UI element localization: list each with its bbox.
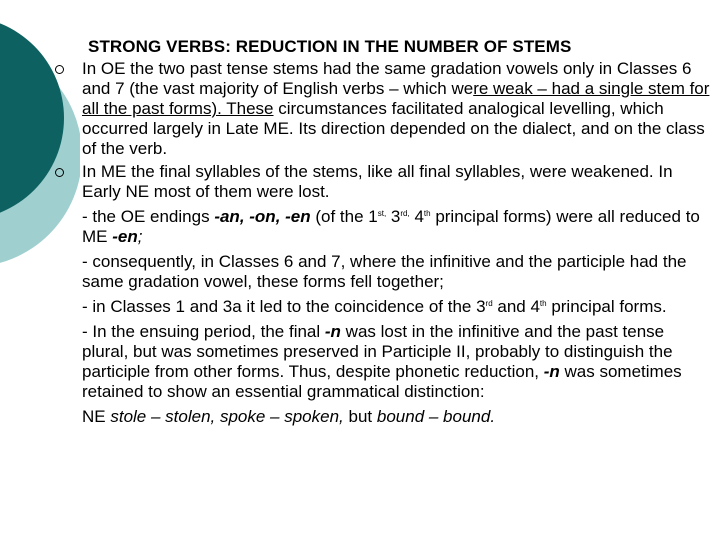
superscript: st, [377,209,387,218]
decorative-circles [0,0,80,300]
text-run: - in Classes 1 and 3a it led to the coincidence of the 3 [82,297,486,316]
bullet-circle-icon [55,65,64,74]
bullet-1-text-a: In OE the two past tense stems had the same gradation vowels only in Classes 6 and 7 (the vast majority of English verbs – which we [82,59,692,98]
superscript: rd [485,299,493,308]
text-run: and 4 [492,297,540,316]
paragraph-consequently: - consequently, in Classes 6 and 7, where the infinitive and the participle had the same gradation vowel, these forms fell together; [82,252,687,291]
text-run: - In the ensuing period, the final [82,322,325,341]
paragraph-oe-endings [82,207,712,247]
text-run: principal forms. [546,297,667,316]
text-run: 4 [409,207,424,226]
ending: -n [324,322,341,341]
text-run: 3 [386,207,401,226]
text-run: (of the 1 [310,207,378,226]
superscript: rd, [400,209,410,218]
bullet-item-2 [82,162,712,202]
slide-body [82,59,712,430]
paragraph-ensuing-period [82,322,712,402]
paragraph-ne-examples [82,407,712,427]
bullet-2-text: In ME the final syllables of the stems, like all final syllables, were weakened. In Early NE most of them were lost. [82,162,673,201]
text-run: NE [82,407,111,426]
text-run: was sometimes retained to show an essential grammatical distinction: [82,362,682,401]
ending-list: -an, -on, -en [214,207,311,226]
example-words: bound – bound. [376,407,496,426]
bullet-1-text-c: circumstances facilitated analogical levelling, which occurred largely in Late ME. Its direction depended on the dialect, and on the class of the verb. [82,99,705,158]
slide-title: STRONG VERBS: REDUCTION IN THE NUMBER OF STEMS [88,37,572,56]
example-words: stole – stolen, spoke – spoken, [110,407,344,426]
ending: -n [543,362,560,381]
bullet-item-1 [82,59,712,159]
superscript: th [539,299,547,308]
paragraph-classes-1-3a [82,297,712,317]
text-run: was lost in the infinitive and the past tense plural, but was sometimes preserved in Participle II, probably to distinguish the participle from other forms. Thus, despite phonetic reduction, [82,322,673,381]
superscript: th [423,209,431,218]
text-run: - the OE endings [82,207,215,226]
bullet-circle-icon [55,168,64,177]
ending: -en [112,227,138,246]
text-run: principal forms) were all reduced to ME [82,207,700,246]
bullet-1-underlined-text: re weak – had a single stem for all the past forms). These [82,79,710,118]
text-run: but [343,407,377,426]
text-run: ; [137,227,143,246]
